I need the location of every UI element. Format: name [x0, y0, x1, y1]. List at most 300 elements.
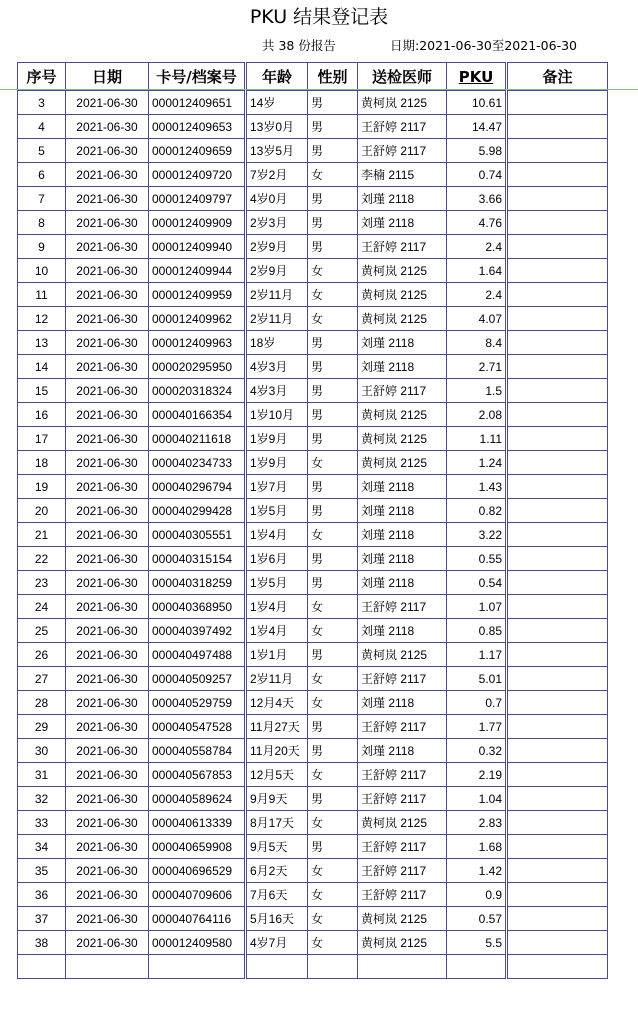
cell-date: 2021-06-30: [66, 691, 149, 715]
cell-age: 13岁0月: [246, 115, 308, 139]
cell-notes: [507, 91, 608, 115]
cell-card: [149, 955, 246, 979]
cell-notes: [507, 451, 608, 475]
cell-seq: 32: [18, 787, 66, 811]
cell-card: 000040529759: [149, 691, 246, 715]
cell-card: 000020318324: [149, 379, 246, 403]
cell-notes: [507, 403, 608, 427]
cell-age: 1岁6月: [246, 547, 308, 571]
cell-seq: 10: [18, 259, 66, 283]
cell-notes: [507, 139, 608, 163]
cell-card: 000012409797: [149, 187, 246, 211]
cell-seq: 21: [18, 523, 66, 547]
cell-card: 000040318259: [149, 571, 246, 595]
cell-age: 6月2天: [246, 859, 308, 883]
cell-sex: 男: [308, 355, 358, 379]
cell-age: 1岁9月: [246, 427, 308, 451]
cell-pku: 2.19: [447, 763, 507, 787]
cell-date: 2021-06-30: [66, 547, 149, 571]
cell-doctor: 刘瑾 2118: [358, 691, 447, 715]
cell-date: 2021-06-30: [66, 667, 149, 691]
cell-date: 2021-06-30: [66, 739, 149, 763]
cell-seq: 7: [18, 187, 66, 211]
table-row: [18, 475, 608, 499]
cell-card: 000040558784: [149, 739, 246, 763]
cell-doctor: 王舒婷 2117: [358, 667, 447, 691]
cell-age: 7岁2月: [246, 163, 308, 187]
cell-sex: 男: [308, 91, 358, 115]
cell-sex: 女: [308, 667, 358, 691]
cell-notes: [507, 523, 608, 547]
cell-notes: [507, 619, 608, 643]
cell-date: 2021-06-30: [66, 811, 149, 835]
cell-doctor: 王舒婷 2117: [358, 787, 447, 811]
cell-pku: 1.11: [447, 427, 507, 451]
cell-date: 2021-06-30: [66, 355, 149, 379]
cell-age: [246, 955, 308, 979]
cell-date: 2021-06-30: [66, 595, 149, 619]
cell-seq: 31: [18, 763, 66, 787]
cell-pku: 2.83: [447, 811, 507, 835]
cell-date: 2021-06-30: [66, 787, 149, 811]
cell-card: 000012409720: [149, 163, 246, 187]
cell-doctor: 黄柯岚 2125: [358, 811, 447, 835]
cell-date: 2021-06-30: [66, 139, 149, 163]
table-row: [18, 523, 608, 547]
cell-card: 000040696529: [149, 859, 246, 883]
cell-pku: 1.68: [447, 835, 507, 859]
cell-notes: [507, 763, 608, 787]
cell-sex: 女: [308, 283, 358, 307]
cell-seq: 17: [18, 427, 66, 451]
cell-age: 9月9天: [246, 787, 308, 811]
cell-age: 2岁3月: [246, 211, 308, 235]
table-row: [18, 355, 608, 379]
cell-notes: [507, 907, 608, 931]
cell-pku: 2.71: [447, 355, 507, 379]
cell-card: 000040659908: [149, 835, 246, 859]
cell-age: 2岁11月: [246, 667, 308, 691]
cell-date: 2021-06-30: [66, 619, 149, 643]
header-row: [18, 63, 608, 91]
cell-sex: 男: [308, 739, 358, 763]
col-header-age: 年龄: [246, 63, 308, 91]
cell-seq: 26: [18, 643, 66, 667]
cell-doctor: 刘瑾 2118: [358, 523, 447, 547]
cell-card: 000040305551: [149, 523, 246, 547]
cell-date: 2021-06-30: [66, 211, 149, 235]
cell-date: 2021-06-30: [66, 571, 149, 595]
cell-age: 1岁1月: [246, 643, 308, 667]
cell-age: 2岁9月: [246, 235, 308, 259]
cell-age: 2岁11月: [246, 283, 308, 307]
cell-card: 000040547528: [149, 715, 246, 739]
cell-pku: 1.17: [447, 643, 507, 667]
cell-notes: [507, 163, 608, 187]
cell-age: 1岁5月: [246, 571, 308, 595]
cell-seq: 15: [18, 379, 66, 403]
cell-notes: [507, 667, 608, 691]
cell-sex: 女: [308, 523, 358, 547]
cell-age: 12月5天: [246, 763, 308, 787]
cell-card: 000040764116: [149, 907, 246, 931]
cell-seq: 6: [18, 163, 66, 187]
cell-sex: 女: [308, 259, 358, 283]
cell-seq: 3: [18, 91, 66, 115]
cell-doctor: 王舒婷 2117: [358, 115, 447, 139]
cell-doctor: 刘瑾 2118: [358, 355, 447, 379]
cell-seq: 19: [18, 475, 66, 499]
cell-sex: 女: [308, 619, 358, 643]
table-row: [18, 91, 608, 115]
table-row: [18, 115, 608, 139]
cell-date: 2021-06-30: [66, 283, 149, 307]
cell-age: 14岁: [246, 91, 308, 115]
cell-seq: 22: [18, 547, 66, 571]
cell-doctor: 刘瑾 2118: [358, 331, 447, 355]
cell-pku: 1.07: [447, 595, 507, 619]
cell-notes: [507, 499, 608, 523]
cell-seq: 11: [18, 283, 66, 307]
cell-card: 000012409963: [149, 331, 246, 355]
cell-card: 000040211618: [149, 427, 246, 451]
cell-date: 2021-06-30: [66, 715, 149, 739]
cell-age: 9月5天: [246, 835, 308, 859]
cell-doctor: 黄柯岚 2125: [358, 643, 447, 667]
table-row: [18, 235, 608, 259]
cell-pku: 0.55: [447, 547, 507, 571]
cell-doctor: 黄柯岚 2125: [358, 451, 447, 475]
cell-seq: 27: [18, 667, 66, 691]
cell-notes: [507, 571, 608, 595]
cell-doctor: 刘瑾 2118: [358, 211, 447, 235]
cell-doctor: 黄柯岚 2125: [358, 91, 447, 115]
cell-card: 000040296794: [149, 475, 246, 499]
cell-pku: 1.64: [447, 259, 507, 283]
cell-sex: 男: [308, 211, 358, 235]
table-row: [18, 787, 608, 811]
cell-card: 000012409580: [149, 931, 246, 955]
cell-notes: [507, 379, 608, 403]
cell-sex: 男: [308, 403, 358, 427]
cell-pku: 2.4: [447, 235, 507, 259]
cell-notes: [507, 811, 608, 835]
cell-pku: 0.57: [447, 907, 507, 931]
table-row: [18, 715, 608, 739]
col-header-notes: 备注: [507, 63, 608, 91]
cell-notes: [507, 355, 608, 379]
cell-pku: 1.5: [447, 379, 507, 403]
cell-sex: 男: [308, 547, 358, 571]
cell-seq: 5: [18, 139, 66, 163]
cell-seq: 4: [18, 115, 66, 139]
cell-seq: 18: [18, 451, 66, 475]
results-table: [17, 62, 608, 979]
table-row: [18, 283, 608, 307]
cell-sex: 男: [308, 787, 358, 811]
cell-date: 2021-06-30: [66, 91, 149, 115]
cell-date: 2021-06-30: [66, 883, 149, 907]
cell-sex: 男: [308, 331, 358, 355]
cell-date: 2021-06-30: [66, 427, 149, 451]
col-header-card: 卡号/档案号: [149, 63, 246, 91]
cell-pku: 2.4: [447, 283, 507, 307]
cell-pku: 2.08: [447, 403, 507, 427]
cell-card: 000040315154: [149, 547, 246, 571]
cell-pku: [447, 955, 507, 979]
cell-seq: 28: [18, 691, 66, 715]
cell-notes: [507, 931, 608, 955]
cell-seq: 23: [18, 571, 66, 595]
cell-date: [66, 955, 149, 979]
cell-card: 000012409962: [149, 307, 246, 331]
cell-sex: 男: [308, 715, 358, 739]
cell-pku: 1.77: [447, 715, 507, 739]
cell-card: 000040509257: [149, 667, 246, 691]
cell-doctor: 黄柯岚 2125: [358, 907, 447, 931]
cell-sex: 女: [308, 163, 358, 187]
table-row: [18, 955, 608, 979]
cell-doctor: 王舒婷 2117: [358, 835, 447, 859]
cell-notes: [507, 115, 608, 139]
cell-card: 000012409959: [149, 283, 246, 307]
cell-notes: [507, 331, 608, 355]
cell-notes: [507, 211, 608, 235]
cell-seq: 30: [18, 739, 66, 763]
cell-doctor: 王舒婷 2117: [358, 595, 447, 619]
cell-doctor: 王舒婷 2117: [358, 235, 447, 259]
cell-seq: 14: [18, 355, 66, 379]
cell-pku: 5.5: [447, 931, 507, 955]
cell-age: 4岁7月: [246, 931, 308, 955]
cell-sex: 女: [308, 811, 358, 835]
cell-seq: [18, 955, 66, 979]
cell-date: 2021-06-30: [66, 523, 149, 547]
cell-card: 000040368950: [149, 595, 246, 619]
cell-sex: 男: [308, 571, 358, 595]
cell-doctor: 刘瑾 2118: [358, 571, 447, 595]
cell-date: 2021-06-30: [66, 907, 149, 931]
cell-age: 1岁10月: [246, 403, 308, 427]
cell-card: 000012409944: [149, 259, 246, 283]
cell-doctor: 黄柯岚 2125: [358, 427, 447, 451]
date-range: 日期:2021-06-30至2021-06-30: [390, 38, 577, 53]
cell-sex: 女: [308, 907, 358, 931]
cell-date: 2021-06-30: [66, 931, 149, 955]
cell-pku: 0.54: [447, 571, 507, 595]
cell-doctor: 刘瑾 2118: [358, 499, 447, 523]
cell-age: 1岁4月: [246, 523, 308, 547]
cell-sex: [308, 955, 358, 979]
cell-sex: 女: [308, 307, 358, 331]
table-row: [18, 835, 608, 859]
cell-doctor: 李楠 2115: [358, 163, 447, 187]
cell-card: 000040299428: [149, 499, 246, 523]
cell-date: 2021-06-30: [66, 499, 149, 523]
cell-age: 1岁4月: [246, 619, 308, 643]
table-row: [18, 907, 608, 931]
cell-doctor: 黄柯岚 2125: [358, 307, 447, 331]
cell-age: 11月20天: [246, 739, 308, 763]
table-row: [18, 859, 608, 883]
cell-doctor: 王舒婷 2117: [358, 883, 447, 907]
cell-pku: 0.85: [447, 619, 507, 643]
table-row: [18, 595, 608, 619]
cell-pku: 1.24: [447, 451, 507, 475]
cell-notes: [507, 787, 608, 811]
cell-date: 2021-06-30: [66, 331, 149, 355]
cell-pku: 4.07: [447, 307, 507, 331]
cell-notes: [507, 595, 608, 619]
cell-sex: 男: [308, 475, 358, 499]
cell-doctor: 王舒婷 2117: [358, 379, 447, 403]
cell-age: 1岁5月: [246, 499, 308, 523]
cell-card: 000040497488: [149, 643, 246, 667]
cell-doctor: 黄柯岚 2125: [358, 259, 447, 283]
cell-notes: [507, 307, 608, 331]
cell-pku: 0.32: [447, 739, 507, 763]
table-row: [18, 451, 608, 475]
table-row: [18, 691, 608, 715]
table-row: [18, 187, 608, 211]
cell-seq: 8: [18, 211, 66, 235]
cell-date: 2021-06-30: [66, 259, 149, 283]
table-row: [18, 547, 608, 571]
col-header-sex: 性别: [308, 63, 358, 91]
report-count: 共 38 份报告: [262, 38, 336, 53]
table-row: [18, 259, 608, 283]
cell-doctor: 刘瑾 2118: [358, 619, 447, 643]
cell-notes: [507, 955, 608, 979]
cell-notes: [507, 547, 608, 571]
table-row: [18, 163, 608, 187]
table-row: [18, 643, 608, 667]
cell-seq: 12: [18, 307, 66, 331]
cell-age: 12月4天: [246, 691, 308, 715]
cell-notes: [507, 283, 608, 307]
divider-line: [0, 89, 638, 90]
cell-seq: 29: [18, 715, 66, 739]
cell-pku: 10.61: [447, 91, 507, 115]
cell-doctor: 黄柯岚 2125: [358, 931, 447, 955]
cell-doctor: 王舒婷 2117: [358, 859, 447, 883]
cell-notes: [507, 883, 608, 907]
table-row: [18, 379, 608, 403]
cell-pku: 0.74: [447, 163, 507, 187]
table-row: [18, 211, 608, 235]
cell-date: 2021-06-30: [66, 643, 149, 667]
cell-age: 7月6天: [246, 883, 308, 907]
cell-card: 000040397492: [149, 619, 246, 643]
cell-age: 2岁9月: [246, 259, 308, 283]
cell-date: 2021-06-30: [66, 859, 149, 883]
table-row: [18, 139, 608, 163]
cell-notes: [507, 835, 608, 859]
table-row: [18, 667, 608, 691]
cell-seq: 9: [18, 235, 66, 259]
cell-pku: 1.43: [447, 475, 507, 499]
cell-sex: 男: [308, 835, 358, 859]
cell-sex: 女: [308, 859, 358, 883]
cell-doctor: 黄柯岚 2125: [358, 283, 447, 307]
cell-pku: 3.66: [447, 187, 507, 211]
cell-age: 18岁: [246, 331, 308, 355]
cell-sex: 男: [308, 187, 358, 211]
table-row: [18, 499, 608, 523]
cell-seq: 24: [18, 595, 66, 619]
cell-sex: 女: [308, 595, 358, 619]
cell-seq: 33: [18, 811, 66, 835]
cell-date: 2021-06-30: [66, 307, 149, 331]
cell-seq: 16: [18, 403, 66, 427]
cell-age: 5月16天: [246, 907, 308, 931]
cell-sex: 男: [308, 235, 358, 259]
cell-card: 000012409651: [149, 91, 246, 115]
cell-sex: 女: [308, 451, 358, 475]
cell-sex: 女: [308, 763, 358, 787]
cell-seq: 13: [18, 331, 66, 355]
cell-sex: 男: [308, 427, 358, 451]
cell-doctor: 刘瑾 2118: [358, 739, 447, 763]
table-row: [18, 739, 608, 763]
cell-sex: 男: [308, 379, 358, 403]
cell-doctor: 王舒婷 2117: [358, 763, 447, 787]
page-title: PKU 结果登记表: [249, 6, 389, 28]
cell-sex: 男: [308, 139, 358, 163]
cell-pku: 0.82: [447, 499, 507, 523]
cell-sex: 女: [308, 883, 358, 907]
table-row: [18, 331, 608, 355]
cell-sex: 男: [308, 115, 358, 139]
cell-date: 2021-06-30: [66, 835, 149, 859]
cell-card: 000020295950: [149, 355, 246, 379]
cell-doctor: 刘瑾 2118: [358, 547, 447, 571]
cell-sex: 女: [308, 691, 358, 715]
table-row: [18, 619, 608, 643]
table-row: [18, 571, 608, 595]
cell-date: 2021-06-30: [66, 763, 149, 787]
cell-doctor: [358, 955, 447, 979]
cell-card: 000012409653: [149, 115, 246, 139]
cell-notes: [507, 715, 608, 739]
cell-sex: 男: [308, 643, 358, 667]
cell-date: 2021-06-30: [66, 403, 149, 427]
cell-pku: 8.4: [447, 331, 507, 355]
cell-sex: 男: [308, 499, 358, 523]
cell-seq: 35: [18, 859, 66, 883]
cell-pku: 3.22: [447, 523, 507, 547]
cell-pku: 1.42: [447, 859, 507, 883]
cell-seq: 20: [18, 499, 66, 523]
cell-seq: 34: [18, 835, 66, 859]
cell-card: 000040589624: [149, 787, 246, 811]
table-row: [18, 763, 608, 787]
cell-seq: 38: [18, 931, 66, 955]
cell-pku: 4.76: [447, 211, 507, 235]
cell-age: 11月27天: [246, 715, 308, 739]
cell-date: 2021-06-30: [66, 475, 149, 499]
cell-notes: [507, 235, 608, 259]
cell-age: 2岁11月: [246, 307, 308, 331]
cell-card: 000040567853: [149, 763, 246, 787]
cell-card: 000040234733: [149, 451, 246, 475]
cell-card: 000012409940: [149, 235, 246, 259]
table-row: [18, 931, 608, 955]
cell-notes: [507, 427, 608, 451]
table-row: [18, 307, 608, 331]
cell-sex: 女: [308, 931, 358, 955]
cell-age: 1岁4月: [246, 595, 308, 619]
